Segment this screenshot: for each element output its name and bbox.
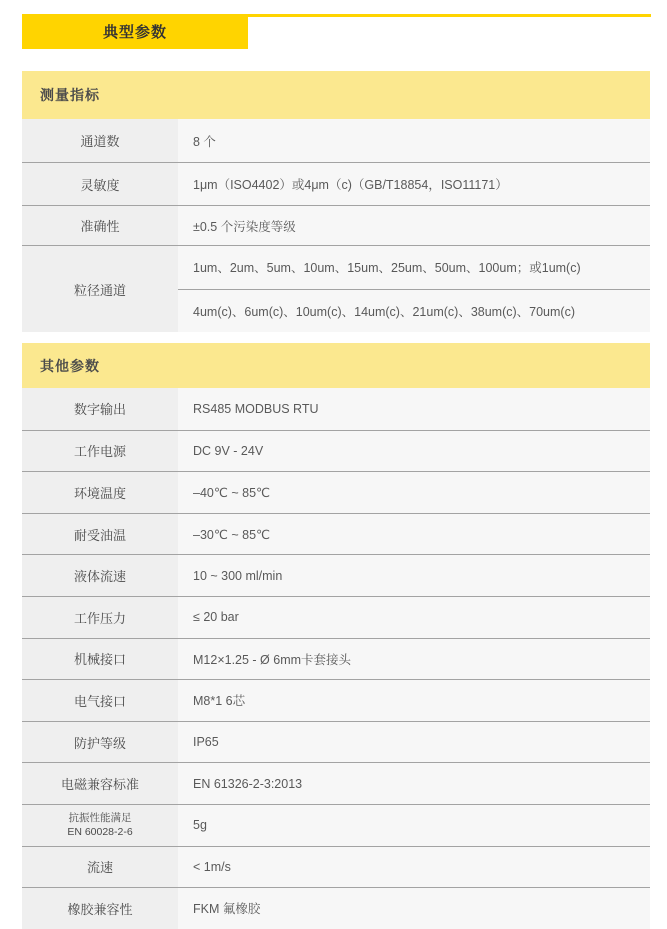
table-row xyxy=(22,762,650,804)
row-label: 工作压力 xyxy=(22,597,178,638)
row-label: 工作电源 xyxy=(22,431,178,472)
row-label: 橡胶兼容性 xyxy=(22,888,178,929)
row-value: IP65 xyxy=(178,722,650,763)
table-row xyxy=(22,513,650,555)
row-value-stack xyxy=(178,246,650,332)
row-value: –40℃ ~ 85℃ xyxy=(178,472,650,513)
row-value: 1μm（ISO4402）或4μm（c)（GB/T18854，ISO11171） xyxy=(178,163,650,205)
table-row xyxy=(22,804,650,846)
row-value: M12×1.25 - Ø 6mm卡套接头 xyxy=(178,639,650,680)
row-label xyxy=(22,805,178,846)
table-row xyxy=(22,887,650,929)
row-label: 电磁兼容标准 xyxy=(22,763,178,804)
table-header xyxy=(22,343,650,388)
row-value: ±0.5 个污染度等级 xyxy=(178,206,650,245)
row-label: 数字输出 xyxy=(22,388,178,430)
table-row xyxy=(22,721,650,763)
row-label: 通道数 xyxy=(22,119,178,162)
measurement-spec-table xyxy=(22,71,650,332)
row-label: 电气接口 xyxy=(22,680,178,721)
table-row xyxy=(22,596,650,638)
table-row xyxy=(22,205,650,245)
table-row xyxy=(22,638,650,680)
row-value: 8 个 xyxy=(178,119,650,162)
row-label: 环境温度 xyxy=(22,472,178,513)
table-header xyxy=(22,71,650,119)
table-row xyxy=(22,119,650,162)
row-label: 灵敏度 xyxy=(22,163,178,205)
table-rows xyxy=(22,388,650,929)
row-value: FKM 氟橡胶 xyxy=(178,888,650,929)
row-label: 粒径通道 xyxy=(22,246,178,332)
row-value: 1um、2um、5um、10um、15um、25um、50um、100um；或1um(c) xyxy=(178,246,650,289)
row-value: RS485 MODBUS RTU xyxy=(178,388,650,430)
table-header-title: 测量指标 xyxy=(40,87,100,103)
row-value: 10 ~ 300 ml/min xyxy=(178,555,650,596)
table-row xyxy=(22,245,650,332)
table-rows xyxy=(22,119,650,332)
row-value: ≤ 20 bar xyxy=(178,597,650,638)
row-label-line1: 抗振性能满足 xyxy=(68,812,132,825)
row-value: –30℃ ~ 85℃ xyxy=(178,514,650,555)
table-row xyxy=(22,388,650,430)
row-value: EN 61326-2-3:2013 xyxy=(178,763,650,804)
page-title: 典型参数 xyxy=(102,24,167,41)
table-row xyxy=(22,554,650,596)
row-value: M8*1 6芯 xyxy=(178,680,650,721)
table-row xyxy=(22,679,650,721)
row-label: 耐受油温 xyxy=(22,514,178,555)
row-label: 机械接口 xyxy=(22,639,178,680)
table-row xyxy=(22,471,650,513)
table-header-title: 其他参数 xyxy=(40,357,100,374)
table-row xyxy=(22,162,650,205)
table-row xyxy=(22,846,650,888)
row-label: 防护等级 xyxy=(22,722,178,763)
row-label: 液体流速 xyxy=(22,555,178,596)
row-value: DC 9V - 24V xyxy=(178,431,650,472)
row-label-line2: EN 60028-2-6 xyxy=(67,826,133,839)
page-title-badge xyxy=(22,14,248,49)
row-label: 准确性 xyxy=(22,206,178,245)
table-row xyxy=(22,430,650,472)
row-label: 流速 xyxy=(22,847,178,888)
row-value: < 1m/s xyxy=(178,847,650,888)
other-params-table xyxy=(22,343,650,929)
row-value: 4um(c)、6um(c)、10um(c)、14um(c)、21um(c)、38um(c)、70um(c) xyxy=(178,289,650,333)
row-value: 5g xyxy=(178,805,650,846)
